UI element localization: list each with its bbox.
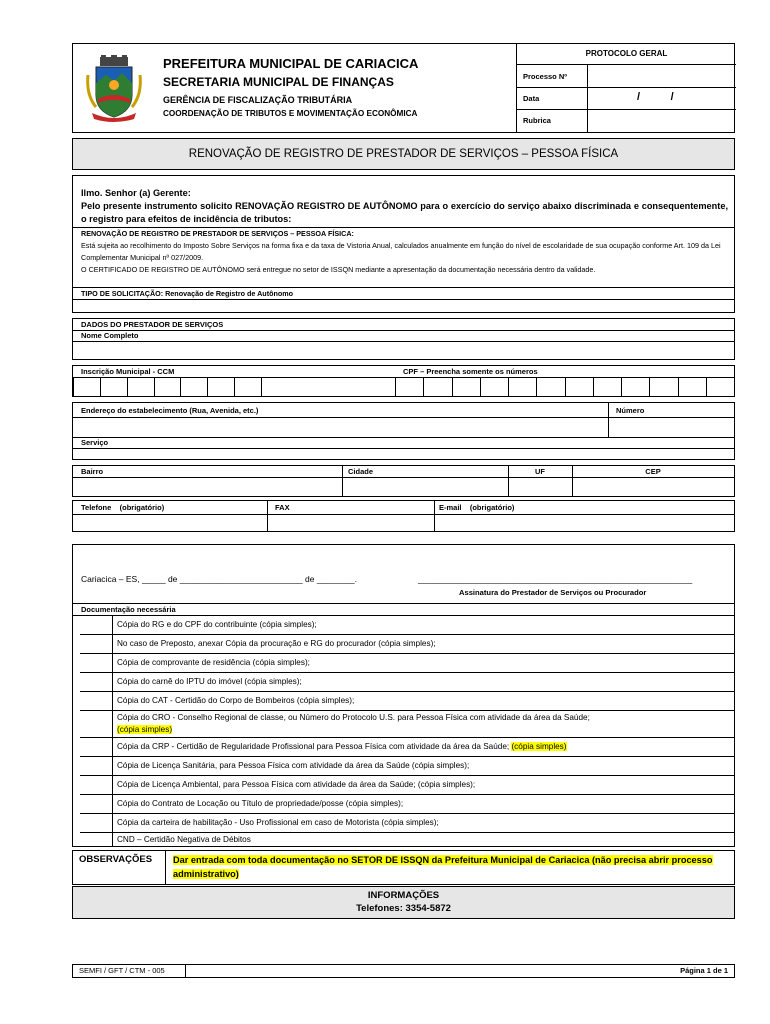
signature-line[interactable]: __________________________________________________________: [418, 574, 693, 584]
info-box: [72, 886, 735, 919]
cep-label: CEP: [645, 467, 661, 476]
endereco-label: Endereço do estabelecimento (Rua, Avenida, etc.): [81, 406, 259, 415]
rubrica-label: Rubrica: [523, 116, 551, 125]
signature-caption: Assinatura do Prestador de Serviços ou Procurador: [459, 588, 647, 597]
observacoes-highlight: Dar entrada com toda documentação no SETOR DE ISSQN da Prefeitura Municipal de Cariacica (não precisa abrir processo administrativo): [173, 855, 713, 879]
highlight-text: (cópia simples): [511, 742, 567, 751]
ccm-label: Inscrição Municipal - CCM: [81, 367, 175, 376]
bairro-input[interactable]: [74, 478, 341, 495]
list-item-text: Cópia da CRP - Certidão de Regularidade Profissional para Pessoa Física com atividade da área da Saúde;: [117, 742, 510, 751]
endereco-input[interactable]: [74, 418, 606, 436]
uf-input[interactable]: [510, 478, 571, 495]
form-title: RENOVAÇÃO DE REGISTRO DE PRESTADOR DE SERVIÇOS – PESSOA FÍSICA: [188, 148, 619, 160]
list-item-text: Cópia do CRO - Conselho Regional de classe, ou Número do Protocolo U.S. para Pessoa Física com atividade da área da Saúde;: [117, 713, 590, 722]
intro-paragraph-1: Está sujeita ao recolhimento do Imposto Sobre Serviços na forma fixa e da taxa de Vistoria Anual, calculados anualmente em função do nível de escolaridade de sua ocupação conforme Art. 109 da Lei Complementar Municipal nº 027/2009.: [81, 241, 721, 262]
tipo-solicitacao: TIPO DE SOLICITAÇÃO: Renovação de Registro de Autônomo: [81, 289, 294, 298]
ccm-digit-cell[interactable]: [180, 377, 207, 396]
list-item: Cópia de Licença Sanitária, para Pessoa Física com atividade da área da Saúde (cópia simples);: [113, 756, 735, 775]
list-item: [113, 737, 735, 756]
header-title-1: PREFEITURA MUNICIPAL DE CARIACICA: [163, 56, 419, 71]
endereco-box: [72, 402, 735, 460]
form-title-box: [72, 138, 735, 170]
list-item: [113, 710, 735, 737]
list-item: Cópia do Contrato de Locação ou Título de propriedade/posse (cópia simples);: [113, 794, 735, 813]
rubrica-field[interactable]: [589, 111, 734, 131]
checkbox[interactable]: [80, 710, 113, 737]
page-number: Página 1 de 1: [680, 966, 728, 975]
list-item: Cópia de comprovante de residência (cópia simples);: [113, 653, 735, 672]
cpf-digit-cell[interactable]: [593, 377, 621, 396]
numero-input[interactable]: [610, 418, 733, 436]
cpf-digit-cell[interactable]: [423, 377, 451, 396]
processo-field[interactable]: [589, 66, 734, 86]
form-code: SEMFI / GFT / CTM - 005: [79, 966, 165, 975]
ccm-digit-cell[interactable]: [234, 377, 261, 396]
checkbox[interactable]: [80, 672, 113, 691]
processo-label: Processo Nº: [523, 72, 568, 81]
telefone-label: Telefone (obrigatório): [81, 503, 165, 512]
info-phones: Telefones: 3354-5872: [356, 903, 451, 914]
ccm-digit-cell[interactable]: [127, 377, 154, 396]
checkbox[interactable]: [80, 634, 113, 653]
checkbox[interactable]: [80, 813, 113, 832]
ccm-cpf-box: [72, 365, 735, 397]
highlight-text: (cópia simples): [117, 725, 173, 734]
servico-input[interactable]: [74, 449, 733, 459]
list-item: Cópia de Licença Ambiental, para Pessoa Física com atividade da área da Saúde; (cópia simples);: [113, 775, 735, 794]
cpf-digit-cell[interactable]: [508, 377, 536, 396]
header-title-2: SECRETARIA MUNICIPAL DE FINANÇAS: [163, 75, 394, 89]
observacoes-text: [173, 853, 728, 881]
list-item: Cópia do RG e do CPF do contribuinte (cópia simples);: [113, 615, 735, 634]
section-head: RENOVAÇÃO DE REGISTRO DE PRESTADOR DE SERVIÇOS – PESSOA FÍSICA:: [81, 229, 354, 238]
checkbox[interactable]: [80, 737, 113, 756]
nome-input[interactable]: [74, 342, 733, 359]
fax-input[interactable]: [269, 515, 433, 530]
observacoes-label: OBSERVAÇÕES: [79, 854, 153, 865]
checkbox[interactable]: [80, 775, 113, 794]
cpf-digit-cell[interactable]: [452, 377, 480, 396]
bairro-box: [72, 465, 735, 497]
ccm-digit-cell[interactable]: [154, 377, 181, 396]
email-input[interactable]: [436, 515, 733, 530]
servico-label: Serviço: [81, 438, 109, 447]
ccm-digit-cell[interactable]: [73, 377, 100, 396]
list-item: Cópia da carteira de habilitação - Uso Profissional em caso de Motorista (cópia simples);: [113, 813, 735, 832]
cpf-label: CPF – Preencha somente os números: [403, 367, 538, 376]
cpf-digit-cell[interactable]: [536, 377, 564, 396]
bairro-label: Bairro: [81, 467, 104, 476]
observacoes-box: [72, 850, 735, 885]
cidade-input[interactable]: [344, 478, 507, 495]
cep-input[interactable]: [574, 478, 733, 495]
fax-label: FAX: [275, 503, 290, 512]
signature-box: [72, 544, 735, 604]
protocol-heading: PROTOCOLO GERAL: [585, 49, 668, 58]
intro-body: Pelo presente instrumento solicito RENOVAÇÃO REGISTRO DE AUTÔNOMO para o exercício do serviço abaixo discriminada e consequentemente, o registro para efeitos de incidência de tributos:: [81, 201, 728, 224]
list-item: CND – Certidão Negativa de Débitos: [113, 832, 735, 847]
cpf-digit-cell[interactable]: [621, 377, 649, 396]
data-label: Data: [523, 94, 540, 103]
cpf-digit-cell[interactable]: [706, 377, 734, 396]
cpf-digit-cell[interactable]: [678, 377, 706, 396]
footer-box: [72, 964, 735, 978]
place-date-line[interactable]: Cariacica – ES, _____ de __________________________ de ________.: [81, 574, 358, 584]
ccm-digit-cell[interactable]: [100, 377, 127, 396]
cidade-label: Cidade: [348, 467, 374, 476]
checkbox[interactable]: [80, 794, 113, 813]
dados-box: [72, 318, 735, 360]
data-field[interactable]: / /: [637, 91, 674, 103]
checkbox[interactable]: [80, 756, 113, 775]
telefone-box: [72, 500, 735, 532]
checkbox[interactable]: [80, 615, 113, 634]
intro-box: [72, 175, 735, 313]
ccm-digit-cell[interactable]: [207, 377, 234, 396]
info-heading: INFORMAÇÕES: [367, 890, 440, 901]
dados-heading: DADOS DO PRESTADOR DE SERVIÇOS: [81, 320, 224, 329]
checkbox[interactable]: [80, 653, 113, 672]
checkbox[interactable]: [80, 832, 113, 847]
list-item: Cópia do CAT - Certidão do Corpo de Bombeiros (cópia simples);: [113, 691, 735, 710]
cpf-digit-cell[interactable]: [395, 377, 423, 396]
uf-label: UF: [535, 467, 545, 476]
header-title-4: COORDENAÇÃO DE TRIBUTOS E MOVIMENTAÇÃO ECONÔMICA: [163, 109, 418, 118]
checkbox[interactable]: [80, 691, 113, 710]
nome-label: Nome Completo: [81, 331, 139, 340]
intro-paragraph-2: O CERTIFICADO DE REGISTRO DE AUTÔNOMO será entregue no setor de ISSQN mediante a apresentação da documentação necessária dentro da validade.: [81, 265, 596, 274]
list-item: No caso de Preposto, anexar Cópia da procuração e RG do procurador (cópia simples);: [113, 634, 735, 653]
cpf-digit-cell[interactable]: [480, 377, 508, 396]
salutation: Ilmo. Senhor (a) Gerente:: [81, 188, 191, 198]
protocol-box: [516, 43, 735, 133]
header-title-3: GERÊNCIA DE FISCALIZAÇÃO TRIBUTÁRIA: [163, 95, 353, 105]
coat-of-arms-logo: [86, 55, 142, 123]
telefone-input[interactable]: [74, 515, 266, 530]
cpf-digit-cell[interactable]: [565, 377, 593, 396]
cpf-digit-cell[interactable]: [649, 377, 677, 396]
numero-label: Número: [616, 406, 645, 415]
documentation-heading: Documentação necessária: [81, 605, 176, 614]
list-item: Cópia do carnê do IPTU do imóvel (cópia simples);: [113, 672, 735, 691]
email-label: E-mail (obrigatório): [439, 503, 515, 512]
